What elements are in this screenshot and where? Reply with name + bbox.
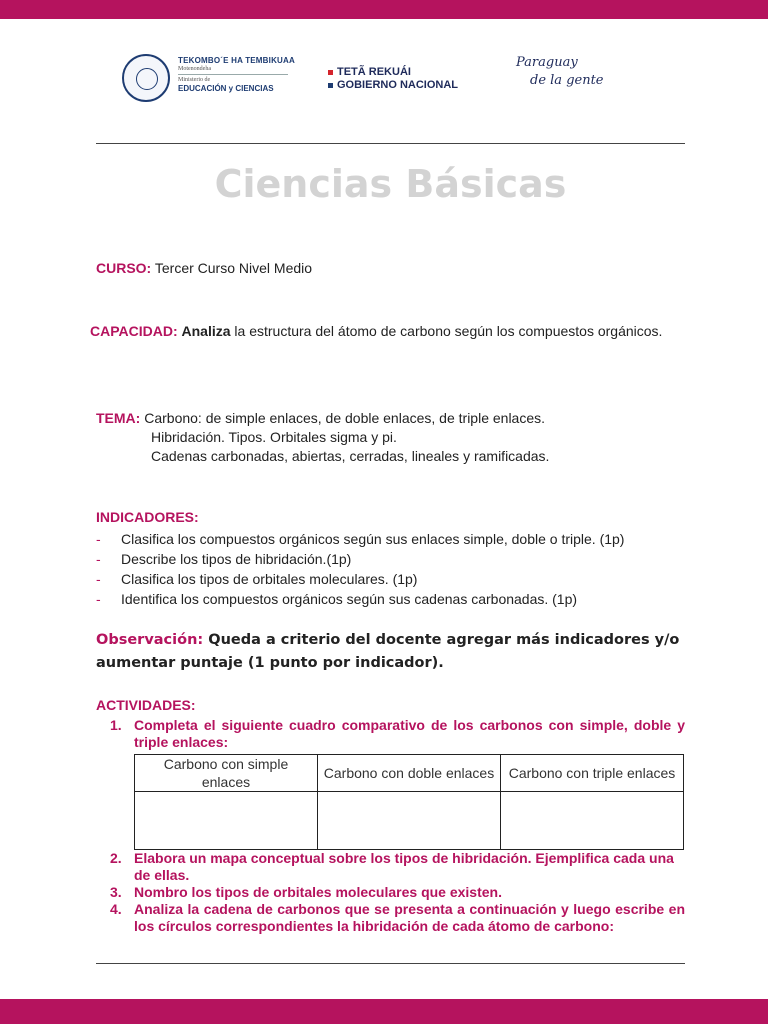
bottom-accent-band <box>0 999 768 1024</box>
observacion-paragraph <box>96 629 696 675</box>
observacion-text: Queda a criterio del docente agregar más indicadores y/o aumentar puntaje (1 punto por indicador). <box>96 632 680 671</box>
gobierno-logo <box>328 66 508 92</box>
comparison-table <box>134 754 684 850</box>
capacidad-text: la estructura del átomo de carbono según los compuestos orgánicos. <box>234 323 663 339</box>
tema-line-1: Carbono: de simple enlaces, de doble enlaces, de triple enlaces. <box>144 410 546 426</box>
table-cell-empty[interactable] <box>318 792 501 850</box>
list-item: - Identifica los compuestos orgánicos según sus cadenas carbonadas. (1p) <box>96 591 578 607</box>
actividad-1 <box>110 717 685 751</box>
capacidad-paragraph <box>90 322 685 341</box>
table-row <box>135 792 684 850</box>
indicadores-label: INDICADORES: <box>96 509 199 525</box>
mec-ministry-small: Ministerio de <box>178 77 211 83</box>
table-header-row <box>135 755 684 792</box>
table-cell-empty[interactable] <box>501 792 684 850</box>
national-seal-icon <box>122 54 170 102</box>
list-item: 1. Completa el siguiente cuadro comparativo de los carbonos con simple, doble y triple enlaces: <box>110 717 685 750</box>
top-accent-band <box>0 0 768 19</box>
list-item: - Clasifica los tipos de orbitales moleculares. (1p) <box>96 571 418 587</box>
curso-line <box>96 259 312 278</box>
paraguay-line-2: de la gente <box>530 73 604 88</box>
page-header <box>70 40 630 110</box>
table-header: Carbono con doble enlaces <box>318 755 501 792</box>
table-header: Carbono con simple enlaces <box>135 755 318 792</box>
mec-ministry-name: EDUCACIÓN y CIENCIAS <box>178 84 274 93</box>
page-title: Ciencias Básicas <box>214 162 567 206</box>
mec-logo <box>178 56 308 94</box>
capacidad-label: CAPACIDAD: <box>90 323 178 339</box>
list-item: - Describe los tipos de hibridación.(1p) <box>96 551 352 567</box>
table-cell-empty[interactable] <box>135 792 318 850</box>
tema-line-3: Cadenas carbonadas, abiertas, cerradas, lineales y ramificadas. <box>151 448 550 464</box>
actividades-list <box>110 850 685 935</box>
footer-rule <box>96 963 685 964</box>
paraguay-line-1: Paraguay <box>516 55 578 70</box>
capacidad-verb: Analiza <box>181 323 231 339</box>
curso-value: Tercer Curso Nivel Medio <box>154 260 313 276</box>
tema-label: TEMA: <box>96 410 141 426</box>
actividades-label: ACTIVIDADES: <box>96 697 196 713</box>
list-item: 4. Analiza la cadena de carbonos que se presenta a continuación y luego escribe en los círculos correspondientes la hibridación de cada átomo de carbono: <box>110 901 685 934</box>
header-rule <box>96 143 685 144</box>
gov-line-1: TETÃ REKUÁI <box>337 66 411 78</box>
paraguay-de-la-gente-logo <box>516 54 616 90</box>
indicadores-list <box>96 529 696 609</box>
red-square-icon <box>328 70 333 75</box>
tema-block <box>96 409 696 466</box>
curso-label: CURSO: <box>96 260 152 276</box>
tema-line-2: Hibridación. Tipos. Orbitales sigma y pi. <box>151 429 397 445</box>
list-item: - Clasifica los compuestos orgánicos según sus enlaces simple, doble o triple. (1p) <box>96 531 625 547</box>
list-item: 2. Elabora un mapa conceptual sobre los tipos de hibridación. Ejemplifica cada una de ellas. <box>110 850 674 883</box>
observacion-label: Observación: <box>96 632 204 648</box>
table-header: Carbono con triple enlaces <box>501 755 684 792</box>
blue-square-icon <box>328 83 333 88</box>
mec-title: TEKOMBO´E HA TEMBIKUAA <box>178 56 295 65</box>
mec-divider <box>178 74 288 75</box>
mec-subtitle: Motenondeha <box>178 66 211 72</box>
gov-line-2: GOBIERNO NACIONAL <box>337 79 458 91</box>
list-item: 3. Nombro los tipos de orbitales moleculares que existen. <box>110 884 502 900</box>
